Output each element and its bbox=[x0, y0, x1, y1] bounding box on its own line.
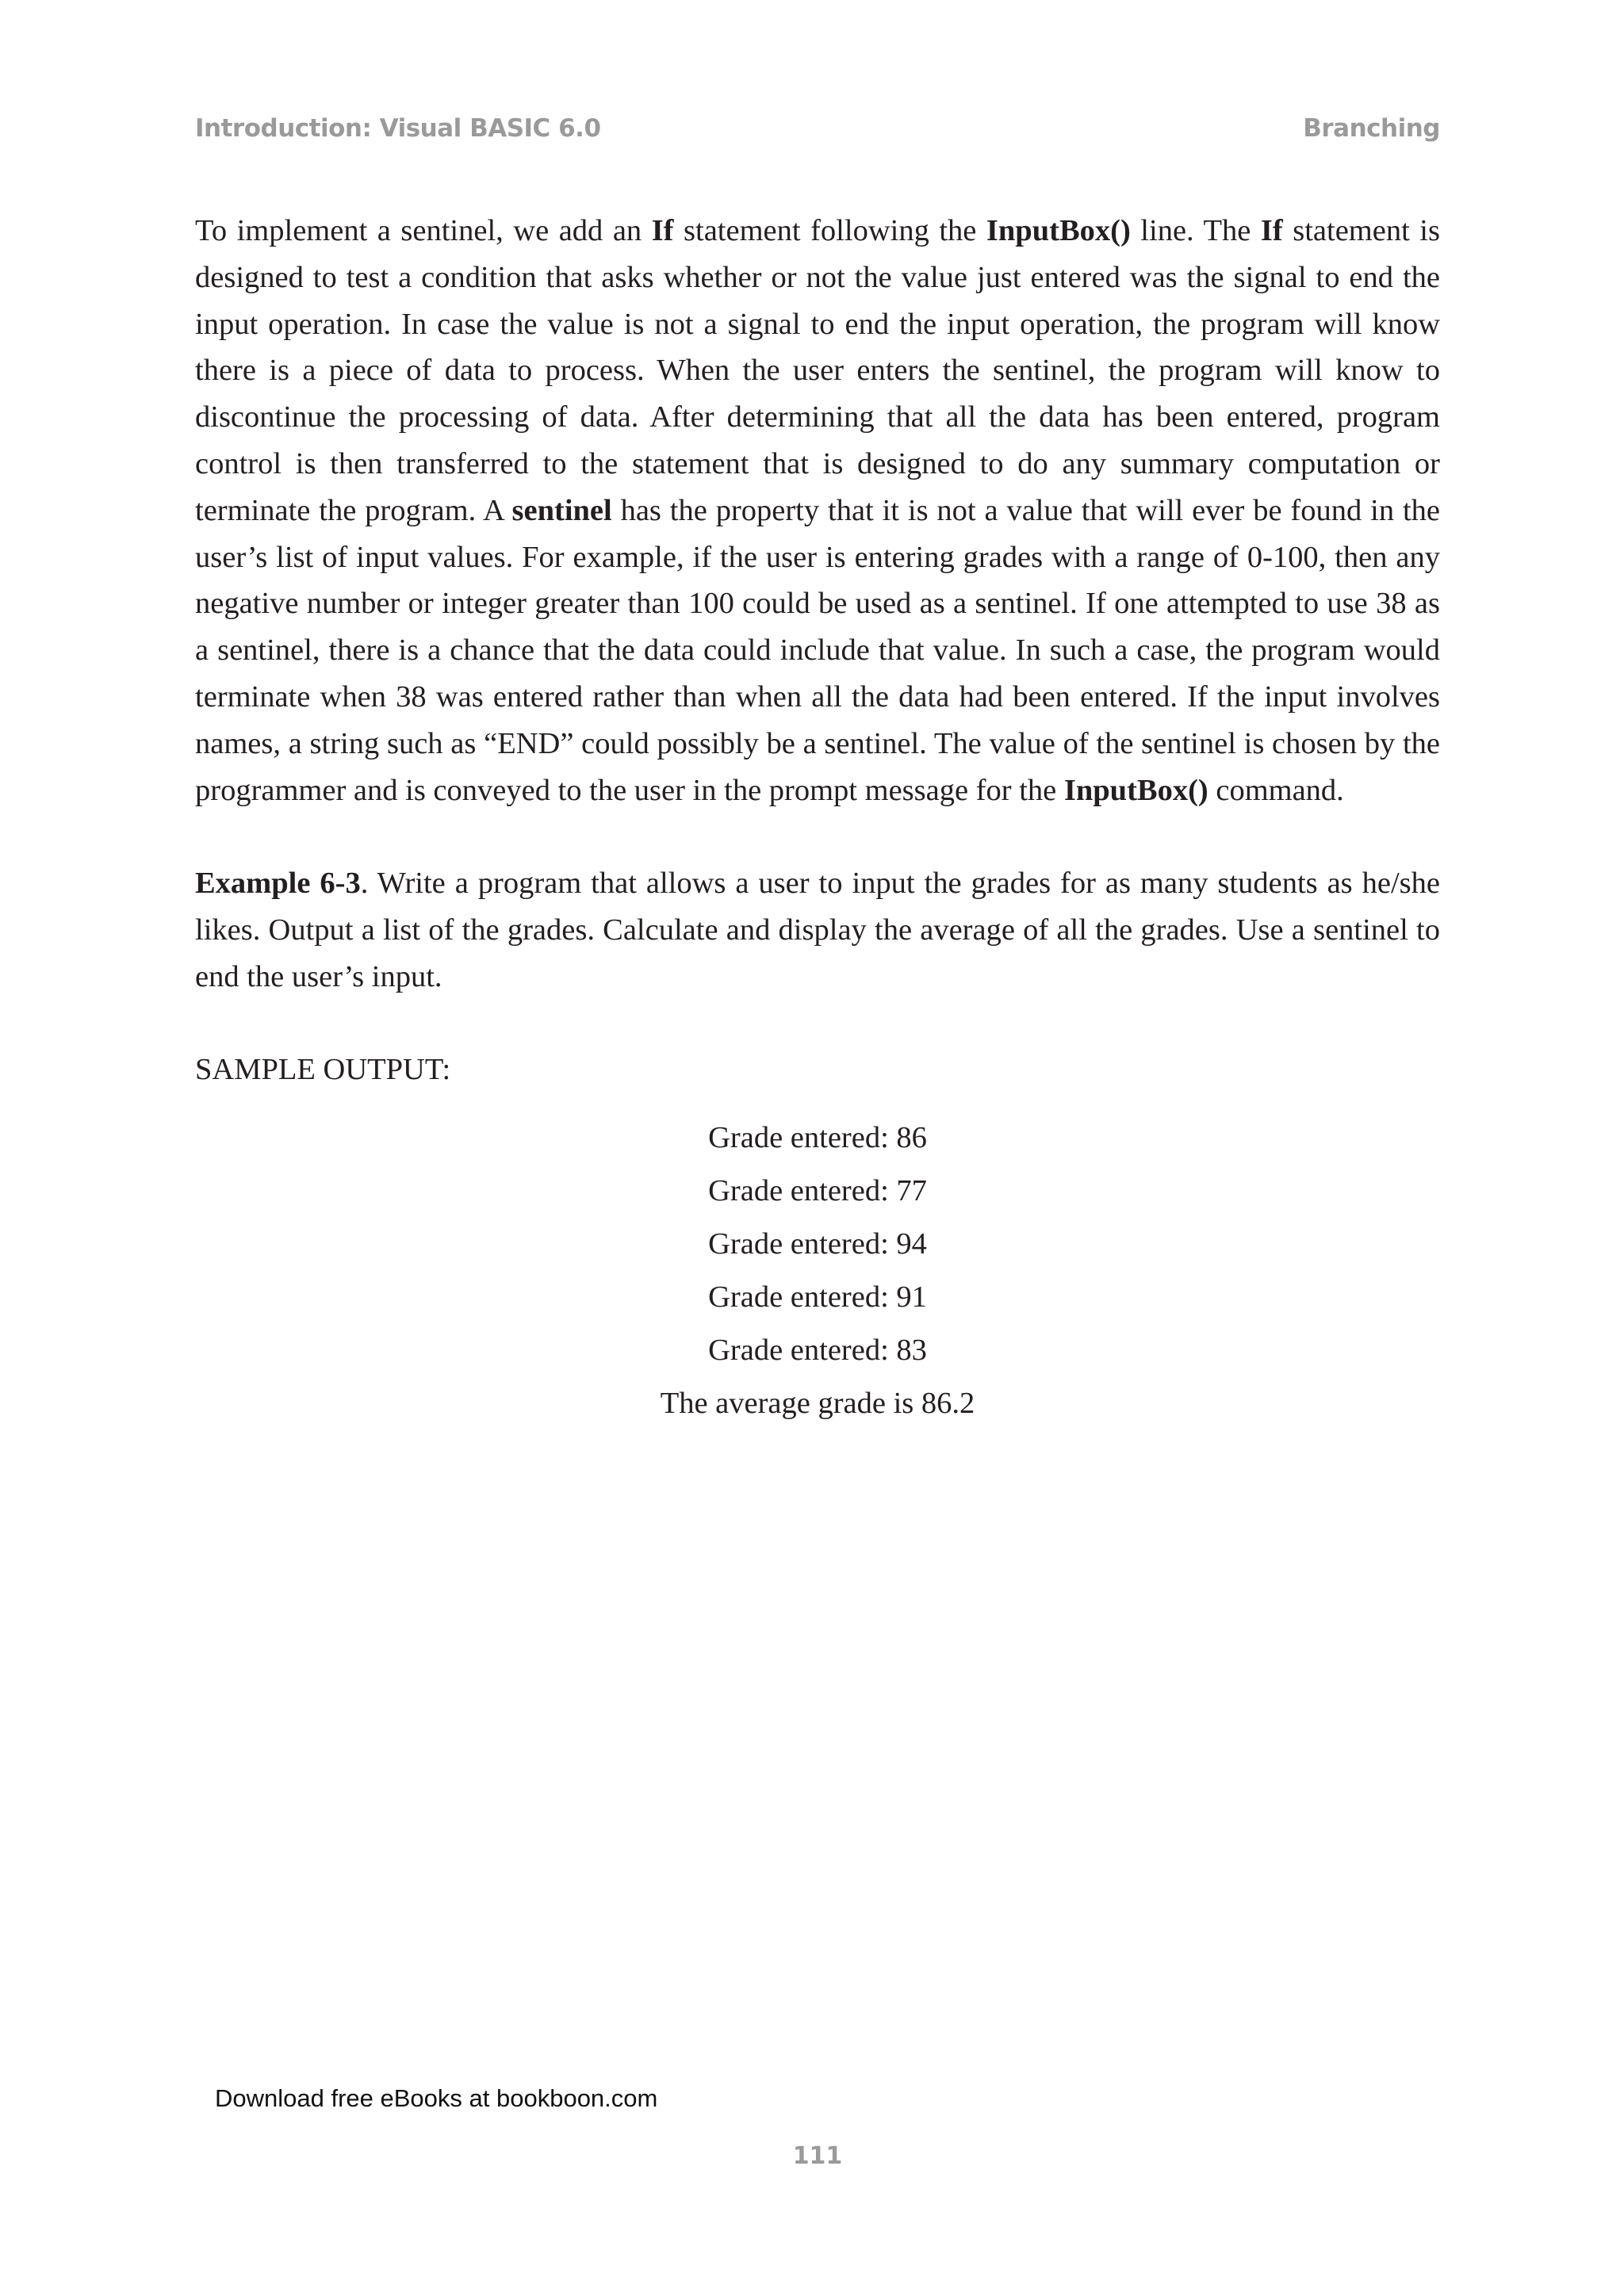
download-link[interactable]: Download free eBooks at bookboon.com bbox=[215, 2084, 658, 2112]
text-run: has the property that it is not a value that will ever be found in the user’s list of input values. For example, if the user is entering grades with a range of 0-100, then any negative number or integer greater than 100 could be used as a sentinel. If one attempted to use 38 as a sentinel, there is a chance that the data could include that value. In such a case, the program would terminate when 38 was entered rather than when all the data had been entered. If the input involves names, a string such as “END” could possibly be a sentinel. The value of the sentinel is chosen by the programmer and is conveyed to the user in the prompt message for the bbox=[195, 493, 1440, 807]
running-header bbox=[195, 114, 1440, 149]
text-run: line. The bbox=[1130, 214, 1261, 247]
output-line: Grade entered: 86 bbox=[708, 1121, 927, 1154]
keyword-if: If bbox=[1260, 214, 1283, 247]
example-paragraph bbox=[195, 860, 1440, 1000]
example-label: Example 6-3 bbox=[195, 867, 361, 900]
output-line: Grade entered: 83 bbox=[708, 1334, 927, 1367]
text-run: To implement a sentinel, we add an bbox=[195, 214, 652, 247]
book-title: Introduction: Visual BASIC 6.0 bbox=[195, 114, 601, 143]
keyword-inputbox: InputBox() bbox=[1063, 773, 1208, 807]
sample-output-label: SAMPLE OUTPUT: bbox=[195, 1053, 451, 1086]
page-number: 111 bbox=[792, 2142, 843, 2170]
term-sentinel: sentinel bbox=[511, 493, 612, 527]
text-run: command. bbox=[1208, 773, 1344, 807]
text-run: statement is designed to test a condition that asks whether or not the value just entered was the signal to end the input operation. In case the value is not a signal to end the input operation, the program will know there is a piece of data to process. When the user enters the sentinel, the program will know to discontinue the processing of data. After determining that all the data has been entered, program control is then transferred to the statement that is designed to do any summary computation or terminate the program. A bbox=[195, 214, 1440, 527]
keyword-inputbox: InputBox() bbox=[986, 214, 1131, 247]
sentinel-paragraph bbox=[195, 208, 1440, 813]
sample-output-block bbox=[195, 1112, 1440, 1430]
chapter-title: Branching bbox=[1303, 114, 1440, 143]
output-line: Grade entered: 91 bbox=[708, 1280, 927, 1314]
output-line: Grade entered: 77 bbox=[708, 1174, 927, 1207]
average-line: The average grade is 86.2 bbox=[660, 1387, 975, 1420]
example-text: . Write a program that allows a user to input the grades for as many students as he/she likes. Output a list of the grades. Calculate and display the average of all the grades. Use a sentinel to end the user’s input. bbox=[195, 867, 1440, 993]
output-line: Grade entered: 94 bbox=[708, 1227, 927, 1261]
keyword-if: If bbox=[651, 214, 674, 247]
text-run: statement following the bbox=[673, 214, 986, 247]
